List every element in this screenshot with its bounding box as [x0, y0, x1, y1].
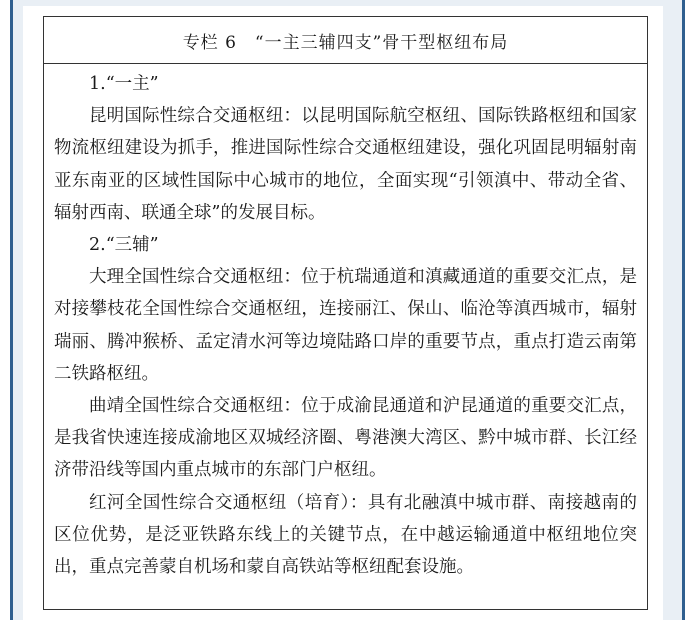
paragraph-dali: 大理全国性综合交通枢纽：位于杭瑞通道和滇藏通道的重要交汇点，是对接攀枝花全国性综合交通枢纽，连接丽江、保山、临沧等滇西城市，辐射瑞丽、腾冲猴桥、孟定清水河等边境陆路口岸的重要节点，重点打造云南第二铁路枢纽。: [54, 267, 637, 384]
box-body: [44, 64, 647, 583]
paragraph-kunming: 昆明国际性综合交通枢纽：以昆明国际航空枢纽、国际铁路枢纽和国家物流枢纽建设为抓手，推进国际性综合交通枢纽建设，强化巩固昆明辐射南亚东南亚的区域性国际中心城市的地位，全面实现“引领滇中、带动全省、辐射西南、联通全球”的发展目标。: [54, 106, 637, 223]
box-title: 专栏 6 “一主三辅四支”骨干型枢纽布局: [44, 17, 647, 64]
paragraph-honghe: 红河全国性综合交通枢纽（培育）：具有北融滇中城市群、南接越南的区位优势，是泛亚铁路东线上的关键节点，在中越运输通道中枢纽地位突出，重点完善蒙自机场和蒙自高铁站等枢纽配套设施。: [54, 492, 637, 578]
section-heading-auxiliary: 2.“三辅”: [89, 235, 159, 256]
paragraph-qujing: 曲靖全国性综合交通枢纽：位于成渝昆通道和沪昆通道的重要交汇点，是我省快速连接成渝地区双城经济圈、粤港澳大湾区、黔中城市群、长江经济带沿线等国内重点城市的东部门户枢纽。: [54, 396, 637, 481]
section-heading-main: 1.“一主”: [89, 74, 159, 94]
sidebar-box: [43, 16, 648, 610]
